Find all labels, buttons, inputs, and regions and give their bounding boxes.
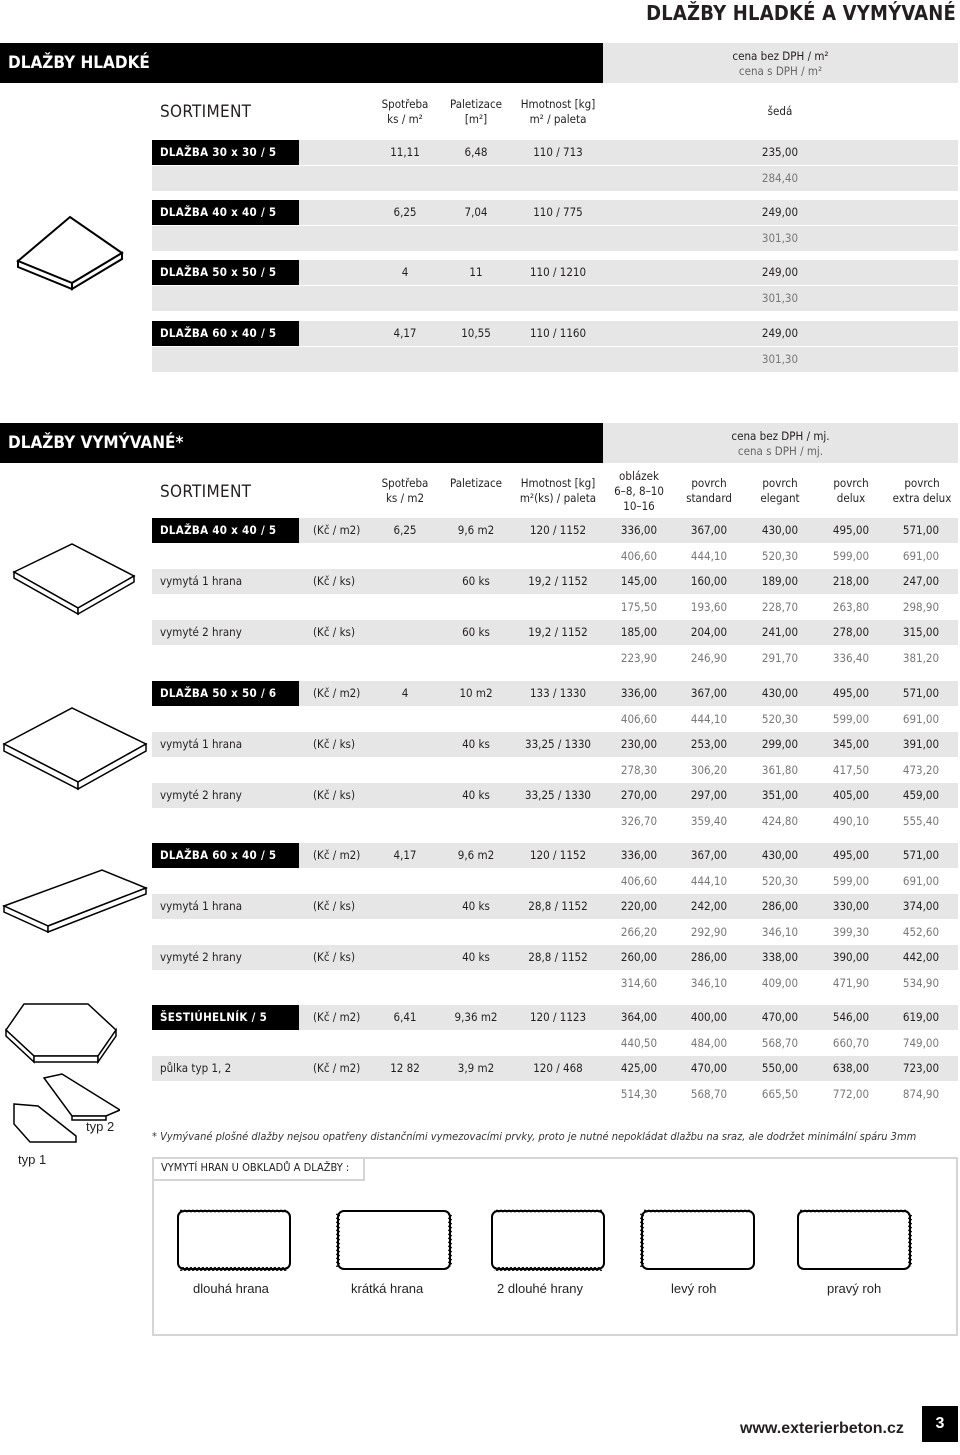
cell-price-vat: 534,90 (902, 976, 940, 990)
cell-price: 430,00 (761, 523, 799, 537)
washed-col-paletizace: Paletizace (449, 476, 503, 490)
cell-price-vat: 298,90 (902, 600, 940, 614)
cell-spotreba (370, 569, 440, 594)
cell-paletizace: 7,04 (464, 205, 488, 219)
cell-price: 364,00 (620, 1010, 658, 1024)
cell-paletizace: 9,36 m2 (454, 1010, 498, 1024)
col-spotreba-l2: ks / m² (387, 112, 423, 126)
washed-price-head-net: cena bez DPH / mj. (731, 429, 830, 443)
smooth-tile-icon (14, 213, 126, 291)
cell-paletizace: 11 (469, 265, 483, 279)
col-standard (674, 476, 744, 506)
col-extra-l1: povrch (904, 476, 940, 490)
cell-hmotnost: 33,25 / 1330 (525, 737, 591, 751)
table-row-vat (152, 226, 958, 251)
edge-label-long: dlouhá hrana (193, 1281, 269, 1296)
cell-price: 241,00 (761, 625, 799, 639)
variant-name: vymytá 1 hrana (160, 899, 243, 913)
cell-price-vat: 406,60 (620, 874, 658, 888)
product-name: DLAŽBA 60 x 40 / 5 (152, 321, 299, 346)
edge-wash-title: VYMYTÍ HRAN U OBKLADŮ A DLAŽBY : (152, 1157, 365, 1181)
cell-unit: (Kč / m2) (313, 686, 361, 700)
cell-price-vat: 691,00 (902, 549, 940, 563)
cell-price-vat: 301,30 (761, 352, 799, 366)
product-name: DLAŽBA 30 x 30 / 5 (152, 140, 299, 165)
edge-label-left-corner: levý roh (671, 1281, 717, 1296)
cell-paletizace: 60 ks (462, 574, 490, 588)
cell-spotreba: 4,17 (393, 848, 417, 862)
cell-unit: (Kč / ks) (313, 950, 355, 964)
table-row-vat (152, 347, 958, 372)
cell-unit: (Kč / ks) (313, 899, 355, 913)
cell-spotreba (370, 732, 440, 757)
cell-price-vat: 284,40 (761, 171, 799, 185)
cell-price-vat: 665,50 (761, 1087, 799, 1101)
cell-price-vat: 193,60 (690, 600, 728, 614)
washed-col-spotreba-l2: ks / m2 (385, 491, 425, 505)
cell-price: 351,00 (761, 788, 799, 802)
cell-price: 260,00 (620, 950, 658, 964)
cell-hmotnost: 120 / 1152 (529, 848, 587, 862)
cell-price: 336,00 (620, 686, 658, 700)
edge-right-corner-icon (798, 1209, 912, 1269)
cell-price-vat: 473,20 (902, 763, 940, 777)
cell-price: 204,00 (690, 625, 728, 639)
cell-paletizace: 9,6 m2 (457, 848, 495, 862)
edge-label-short: krátká hrana (351, 1281, 424, 1296)
cell-price-vat: 409,00 (761, 976, 799, 990)
cell-hmotnost: 19,2 / 1152 (528, 625, 588, 639)
cell-price-vat: 292,90 (690, 925, 728, 939)
cell-hmotnost: 110 / 1160 (529, 326, 587, 340)
cell-price: 470,00 (761, 1010, 799, 1024)
cell-unit: (Kč / ks) (313, 737, 355, 751)
col-seda: šedá (767, 104, 793, 118)
cell-hmotnost: 120 / 1123 (529, 1010, 587, 1024)
cell-price-vat: 314,60 (620, 976, 658, 990)
variant-name: vymyté 2 hrany (160, 950, 242, 964)
cell-price: 185,00 (620, 625, 658, 639)
cell-price-vat: 278,30 (620, 763, 658, 777)
cell-hmotnost: 110 / 1210 (529, 265, 587, 279)
cell-unit: (Kč / ks) (313, 788, 355, 802)
col-oblazek-l2: 6–8, 8–10 (614, 484, 664, 498)
cell-price-vat: 406,60 (620, 549, 658, 563)
product-name: DLAŽBA 60 x 40 / 5 (152, 843, 299, 868)
washed-tile-60-icon (0, 866, 150, 950)
cell-price: 442,00 (902, 950, 940, 964)
typ2-label: typ 2 (86, 1119, 115, 1134)
cell-hmotnost: 110 / 713 (533, 145, 583, 159)
cell-price-vat: 691,00 (902, 874, 940, 888)
cell-price: 249,00 (761, 326, 799, 340)
col-elegant-l2: elegant (760, 491, 800, 505)
cell-paletizace: 60 ks (462, 625, 490, 639)
cell-price-vat: 568,70 (761, 1036, 799, 1050)
cell-price-vat: 359,40 (690, 814, 728, 828)
cell-price: 270,00 (620, 788, 658, 802)
cell-hmotnost: 120 / 1152 (529, 523, 587, 537)
product-name: DLAŽBA 50 x 50 / 6 (152, 681, 299, 706)
col-paletizace (440, 97, 512, 127)
cell-price: 218,00 (832, 574, 870, 588)
cell-price: 619,00 (902, 1010, 940, 1024)
cell-price: 230,00 (620, 737, 658, 751)
col-elegant-l1: povrch (762, 476, 798, 490)
cell-price: 495,00 (832, 523, 870, 537)
sortiment-label: SORTIMENT (160, 102, 252, 122)
cell-price-vat: 568,70 (690, 1087, 728, 1101)
cell-price: 723,00 (902, 1061, 940, 1075)
cell-price-vat: 306,20 (690, 763, 728, 777)
cell-paletizace: 10 m2 (459, 686, 493, 700)
cell-price: 550,00 (761, 1061, 799, 1075)
typ1-label: typ 1 (18, 1152, 47, 1167)
cell-hmotnost: 28,8 / 1152 (528, 899, 588, 913)
edge-long-icon (178, 1209, 290, 1271)
col-extra-delux (886, 476, 958, 506)
washed-col-hmotnost-l1: Hmotnost [kg] (520, 476, 596, 490)
cell-price-vat: 223,90 (620, 651, 658, 665)
cell-price: 242,00 (690, 899, 728, 913)
cell-price-vat: 246,90 (690, 651, 728, 665)
cell-price-vat: 417,50 (832, 763, 870, 777)
cell-price: 390,00 (832, 950, 870, 964)
cell-price-vat: 749,00 (902, 1036, 940, 1050)
washed-tile-50-icon (0, 704, 150, 794)
cell-price: 338,00 (761, 950, 799, 964)
cell-paletizace: 6,48 (464, 145, 488, 159)
cell-price-vat: 555,40 (902, 814, 940, 828)
edge-label-two-long: 2 dlouhé hrany (497, 1281, 584, 1296)
cell-unit: (Kč / ks) (313, 625, 355, 639)
cell-price: 297,00 (690, 788, 728, 802)
cell-price: 391,00 (902, 737, 940, 751)
col-hmotnost-l1: Hmotnost [kg] (520, 97, 596, 111)
cell-price: 235,00 (761, 145, 799, 159)
product-name: DLAŽBA 50 x 50 / 5 (152, 260, 299, 285)
cell-price-vat: 452,60 (902, 925, 940, 939)
cell-spotreba: 6,25 (393, 523, 417, 537)
cell-price-vat: 399,30 (832, 925, 870, 939)
col-spotreba-l1: Spotřeba (381, 97, 429, 111)
cell-price-vat: 520,30 (761, 712, 799, 726)
cell-hmotnost: 28,8 / 1152 (528, 950, 588, 964)
washed-col-spotreba (370, 476, 440, 506)
cell-price-vat: 599,00 (832, 874, 870, 888)
cell-hmotnost: 19,2 / 1152 (528, 574, 588, 588)
price-head-vat: cena s DPH / m² (738, 64, 823, 78)
cell-price-vat: 772,00 (832, 1087, 870, 1101)
cell-price: 571,00 (902, 686, 940, 700)
cell-price: 286,00 (761, 899, 799, 913)
section-washed-header: DLAŽBY VYMÝVANÉ* (0, 423, 603, 463)
cell-spotreba: 12 82 (390, 1061, 420, 1075)
page-title: DLAŽBY HLADKÉ A VYMÝVANÉ (646, 1, 956, 25)
cell-price: 400,00 (690, 1010, 728, 1024)
cell-hmotnost: 133 / 1330 (529, 686, 587, 700)
cell-price: 249,00 (761, 205, 799, 219)
cell-spotreba: 6,41 (393, 1010, 417, 1024)
cell-price: 330,00 (832, 899, 870, 913)
cell-price-vat: 266,20 (620, 925, 658, 939)
cell-price-vat: 599,00 (832, 549, 870, 563)
cell-price: 160,00 (690, 574, 728, 588)
washed-col-spotreba-l1: Spotřeba (381, 476, 429, 490)
cell-paletizace: 40 ks (462, 950, 490, 964)
page-number: 3 (922, 1406, 958, 1442)
col-hmotnost-l2: m² / paleta (529, 112, 587, 126)
col-delux (816, 476, 886, 506)
cell-price: 571,00 (902, 523, 940, 537)
cell-price: 430,00 (761, 686, 799, 700)
table-row-vat (152, 166, 958, 191)
col-standard-l1: povrch (691, 476, 727, 490)
edge-short-icon (336, 1211, 452, 1269)
cell-price: 430,00 (761, 848, 799, 862)
cell-paletizace: 40 ks (462, 899, 490, 913)
variant-name: vymytá 1 hrana (160, 574, 243, 588)
cell-price-vat: 520,30 (761, 874, 799, 888)
col-oblazek-l1: oblázek (619, 469, 659, 483)
cell-price-vat: 346,10 (690, 976, 728, 990)
product-name: ŠESTIÚHELNÍK / 5 (152, 1005, 299, 1030)
cell-unit: (Kč / m2) (313, 1010, 361, 1024)
col-hmotnost (512, 97, 604, 127)
section-smooth-header: DLAŽBY HLADKÉ (0, 43, 603, 83)
col-extra-l2: extra delux (892, 491, 952, 505)
col-paletizace-l1: Paletizace (449, 97, 503, 111)
cell-spotreba: 4,17 (393, 326, 417, 340)
cell-price-vat: 660,70 (832, 1036, 870, 1050)
cell-hmotnost: 110 / 775 (533, 205, 583, 219)
cell-price: 470,00 (690, 1061, 728, 1075)
cell-price-vat: 263,80 (832, 600, 870, 614)
cell-paletizace: 10,55 (461, 326, 491, 340)
product-name: DLAŽBA 40 x 40 / 5 (152, 200, 299, 225)
cell-price: 367,00 (690, 686, 728, 700)
cell-spotreba: 11,11 (390, 145, 420, 159)
half-hexagon-icons (10, 1070, 120, 1150)
variant-name: vymyté 2 hrany (160, 788, 242, 802)
cell-paletizace: 3,9 m2 (457, 1061, 495, 1075)
washed-col-hmotnost-l2: m²(ks) / paleta (519, 491, 597, 505)
cell-paletizace: 40 ks (462, 737, 490, 751)
cell-unit: (Kč / m2) (313, 523, 361, 537)
cell-price-vat: 484,00 (690, 1036, 728, 1050)
col-elegant (745, 476, 815, 506)
cell-hmotnost: 33,25 / 1330 (525, 788, 591, 802)
cell-spotreba (370, 945, 440, 970)
cell-price: 459,00 (902, 788, 940, 802)
cell-price: 495,00 (832, 848, 870, 862)
edge-label-right-corner: pravý roh (827, 1281, 882, 1296)
cell-price: 374,00 (902, 899, 940, 913)
variant-name: půlka typ 1, 2 (160, 1061, 232, 1075)
washed-sortiment-label: SORTIMENT (160, 482, 252, 502)
table-row-vat (152, 286, 958, 311)
product-name: DLAŽBA 40 x 40 / 5 (152, 518, 299, 543)
cell-paletizace: 40 ks (462, 788, 490, 802)
col-oblazek-l3: 10–16 (623, 499, 655, 513)
cell-price-vat: 520,30 (761, 549, 799, 563)
col-delux-l2: delux (836, 491, 866, 505)
col-paletizace-l2: [m²] (464, 112, 488, 126)
cell-price-vat: 381,20 (902, 651, 940, 665)
cell-price: 638,00 (832, 1061, 870, 1075)
cell-price-vat: 301,30 (761, 291, 799, 305)
cell-price-vat: 471,90 (832, 976, 870, 990)
cell-price: 367,00 (690, 523, 728, 537)
cell-unit: (Kč / m2) (313, 1061, 361, 1075)
cell-price: 336,00 (620, 523, 658, 537)
cell-unit: (Kč / ks) (313, 574, 355, 588)
cell-price-vat: 291,70 (761, 651, 799, 665)
cell-price: 253,00 (690, 737, 728, 751)
cell-hmotnost: 120 / 468 (533, 1061, 583, 1075)
cell-price: 220,00 (620, 899, 658, 913)
cell-price: 286,00 (690, 950, 728, 964)
cell-price-vat: 444,10 (690, 712, 728, 726)
edge-two-long-icon (492, 1209, 604, 1271)
cell-price-vat: 490,10 (832, 814, 870, 828)
cell-price-vat: 346,10 (761, 925, 799, 939)
col-oblazek (604, 469, 674, 514)
cell-price: 495,00 (832, 686, 870, 700)
price-head-net: cena bez DPH / m² (732, 49, 829, 63)
cell-price-vat: 440,50 (620, 1036, 658, 1050)
footnote: * Vymývané plošné dlažby nejsou opatřeny distančními vymezovacími prvky, proto je nutné nepokládat dlažbu na sraz, ale dodržet minimální spáru 3mm (152, 1130, 917, 1143)
cell-price-vat: 326,70 (620, 814, 658, 828)
cell-price-vat: 406,60 (620, 712, 658, 726)
cell-spotreba: 4 (401, 686, 409, 700)
cell-price-vat: 175,50 (620, 600, 658, 614)
washed-col-hmotnost (512, 476, 604, 506)
cell-price-vat: 444,10 (690, 549, 728, 563)
cell-price: 367,00 (690, 848, 728, 862)
col-standard-l2: standard (686, 491, 732, 505)
cell-price: 405,00 (832, 788, 870, 802)
cell-price-vat: 874,90 (902, 1087, 940, 1101)
cell-price-vat: 301,30 (761, 231, 799, 245)
cell-price: 299,00 (761, 737, 799, 751)
cell-price-vat: 336,40 (832, 651, 870, 665)
edge-wash-diagrams (172, 1205, 952, 1275)
cell-paletizace: 9,6 m2 (457, 523, 495, 537)
cell-price-vat: 424,80 (761, 814, 799, 828)
variant-name: vymyté 2 hrany (160, 625, 242, 639)
cell-spotreba: 6,25 (393, 205, 417, 219)
cell-price: 571,00 (902, 848, 940, 862)
edge-left-corner-icon (640, 1209, 754, 1269)
cell-price-vat: 444,10 (690, 874, 728, 888)
cell-price: 546,00 (832, 1010, 870, 1024)
cell-price: 425,00 (620, 1061, 658, 1075)
cell-price: 247,00 (902, 574, 940, 588)
cell-price-vat: 228,70 (761, 600, 799, 614)
website-link[interactable]: www.exterierbeton.cz (740, 1420, 904, 1437)
cell-spotreba (370, 894, 440, 919)
cell-price: 336,00 (620, 848, 658, 862)
cell-price: 315,00 (902, 625, 940, 639)
cell-price: 278,00 (832, 625, 870, 639)
variant-name: vymytá 1 hrana (160, 737, 243, 751)
cell-price: 189,00 (761, 574, 799, 588)
cell-price-vat: 691,00 (902, 712, 940, 726)
cell-price-vat: 361,80 (761, 763, 799, 777)
hexagon-tile-icon (4, 1000, 120, 1066)
col-spotreba (370, 97, 440, 127)
cell-price: 145,00 (620, 574, 658, 588)
col-delux-l1: povrch (833, 476, 869, 490)
cell-spotreba (370, 620, 440, 645)
cell-price: 345,00 (832, 737, 870, 751)
cell-price-vat: 599,00 (832, 712, 870, 726)
cell-unit: (Kč / m2) (313, 848, 361, 862)
washed-price-head-vat: cena s DPH / mj. (737, 444, 824, 458)
cell-price: 249,00 (761, 265, 799, 279)
washed-tile-40-icon (10, 540, 140, 620)
cell-spotreba (370, 783, 440, 808)
cell-price-vat: 514,30 (620, 1087, 658, 1101)
cell-spotreba: 4 (401, 265, 409, 279)
